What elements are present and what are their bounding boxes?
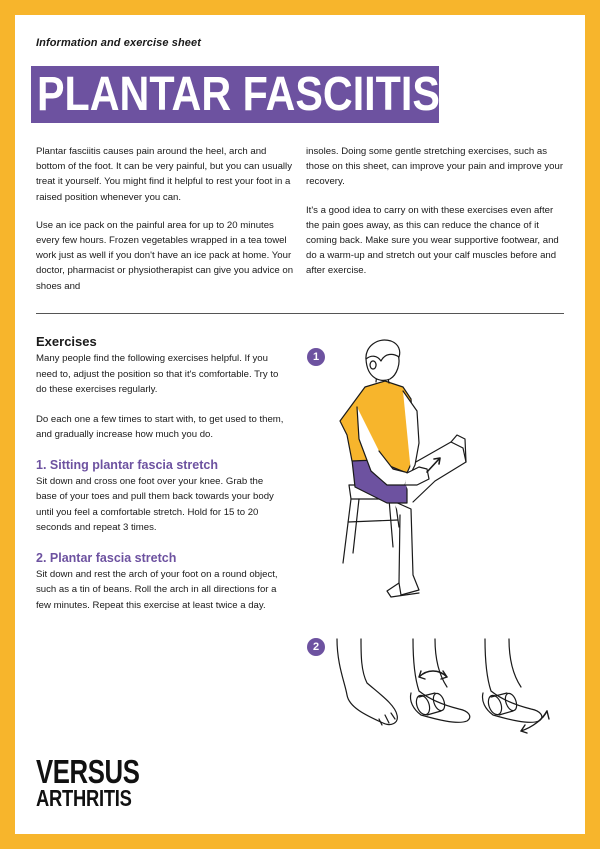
section-divider xyxy=(36,313,564,314)
intro-left-column xyxy=(36,144,298,307)
exercises-section xyxy=(36,333,286,627)
intro-paragraph: Plantar fasciitis causes pain around the heel, arch and bottom of the foot. It can be very painful, but you can usually treat it yourself. You might find it helpful to rest your foot in a raised position whenever you can. xyxy=(36,146,292,203)
info-sheet-page xyxy=(15,15,585,834)
exercise-title: 1. Sitting plantar fascia stretch xyxy=(36,457,218,472)
intro-paragraph: Use an ice pack on the painful area for up to 20 minutes every few hours. Frozen vegetables wrapped in a tea towel work just as well if you don't have an ice pack at home. Your doctor, pharmacist or physiotherapist can give you advice on shoes and xyxy=(36,219,294,292)
brand-logo xyxy=(36,753,140,811)
logo-line-1: VERSUS xyxy=(36,753,140,790)
intro-right-column xyxy=(306,144,564,292)
exercises-heading: Exercises xyxy=(36,334,97,349)
logo-line-2: ARTHRITIS xyxy=(36,785,132,811)
intro-paragraph: insoles. Doing some gentle stretching exercises, such as those on this sheet, can improve your pain and improve your recovery. xyxy=(306,146,564,188)
step-number-badge: 2 xyxy=(307,638,325,656)
exercise-instructions: Sit down and rest the arch of your foot on a round object, such as a tin of beans. Roll the arch in all directions for a few minutes. Repeat this exercise at least twice a day. xyxy=(36,568,278,611)
exercises-intro: Many people find the following exercises helpful. If you need to, adjust the position so that it's comfortable. Try to do these exercises regularly. xyxy=(36,353,279,395)
exercises-intro: Do each one a few times to start with, to get used to them, and gradually increase how much you do. xyxy=(36,413,284,440)
step-number-badge: 1 xyxy=(307,348,325,366)
page-title: PLANTAR FASCIITIS xyxy=(37,68,440,121)
title-banner xyxy=(31,66,439,123)
sheet-kicker: Information and exercise sheet xyxy=(36,37,201,49)
exercise-title: 2. Plantar fascia stretch xyxy=(36,550,177,565)
intro-paragraph: It's a good idea to carry on with these exercises even after the pain goes away, as this can reduce the chance of it coming back. Make sure you wear supportive footwear, and do a warm-up and stretch out your calf muscles before and after exercise. xyxy=(306,204,559,277)
exercise-instructions: Sit down and cross one foot over your knee. Grab the base of your toes and pull them back towards your body until you feel a comfortable stretch. Hold for 15 to 20 seconds and repeat 3 times. xyxy=(36,475,274,533)
